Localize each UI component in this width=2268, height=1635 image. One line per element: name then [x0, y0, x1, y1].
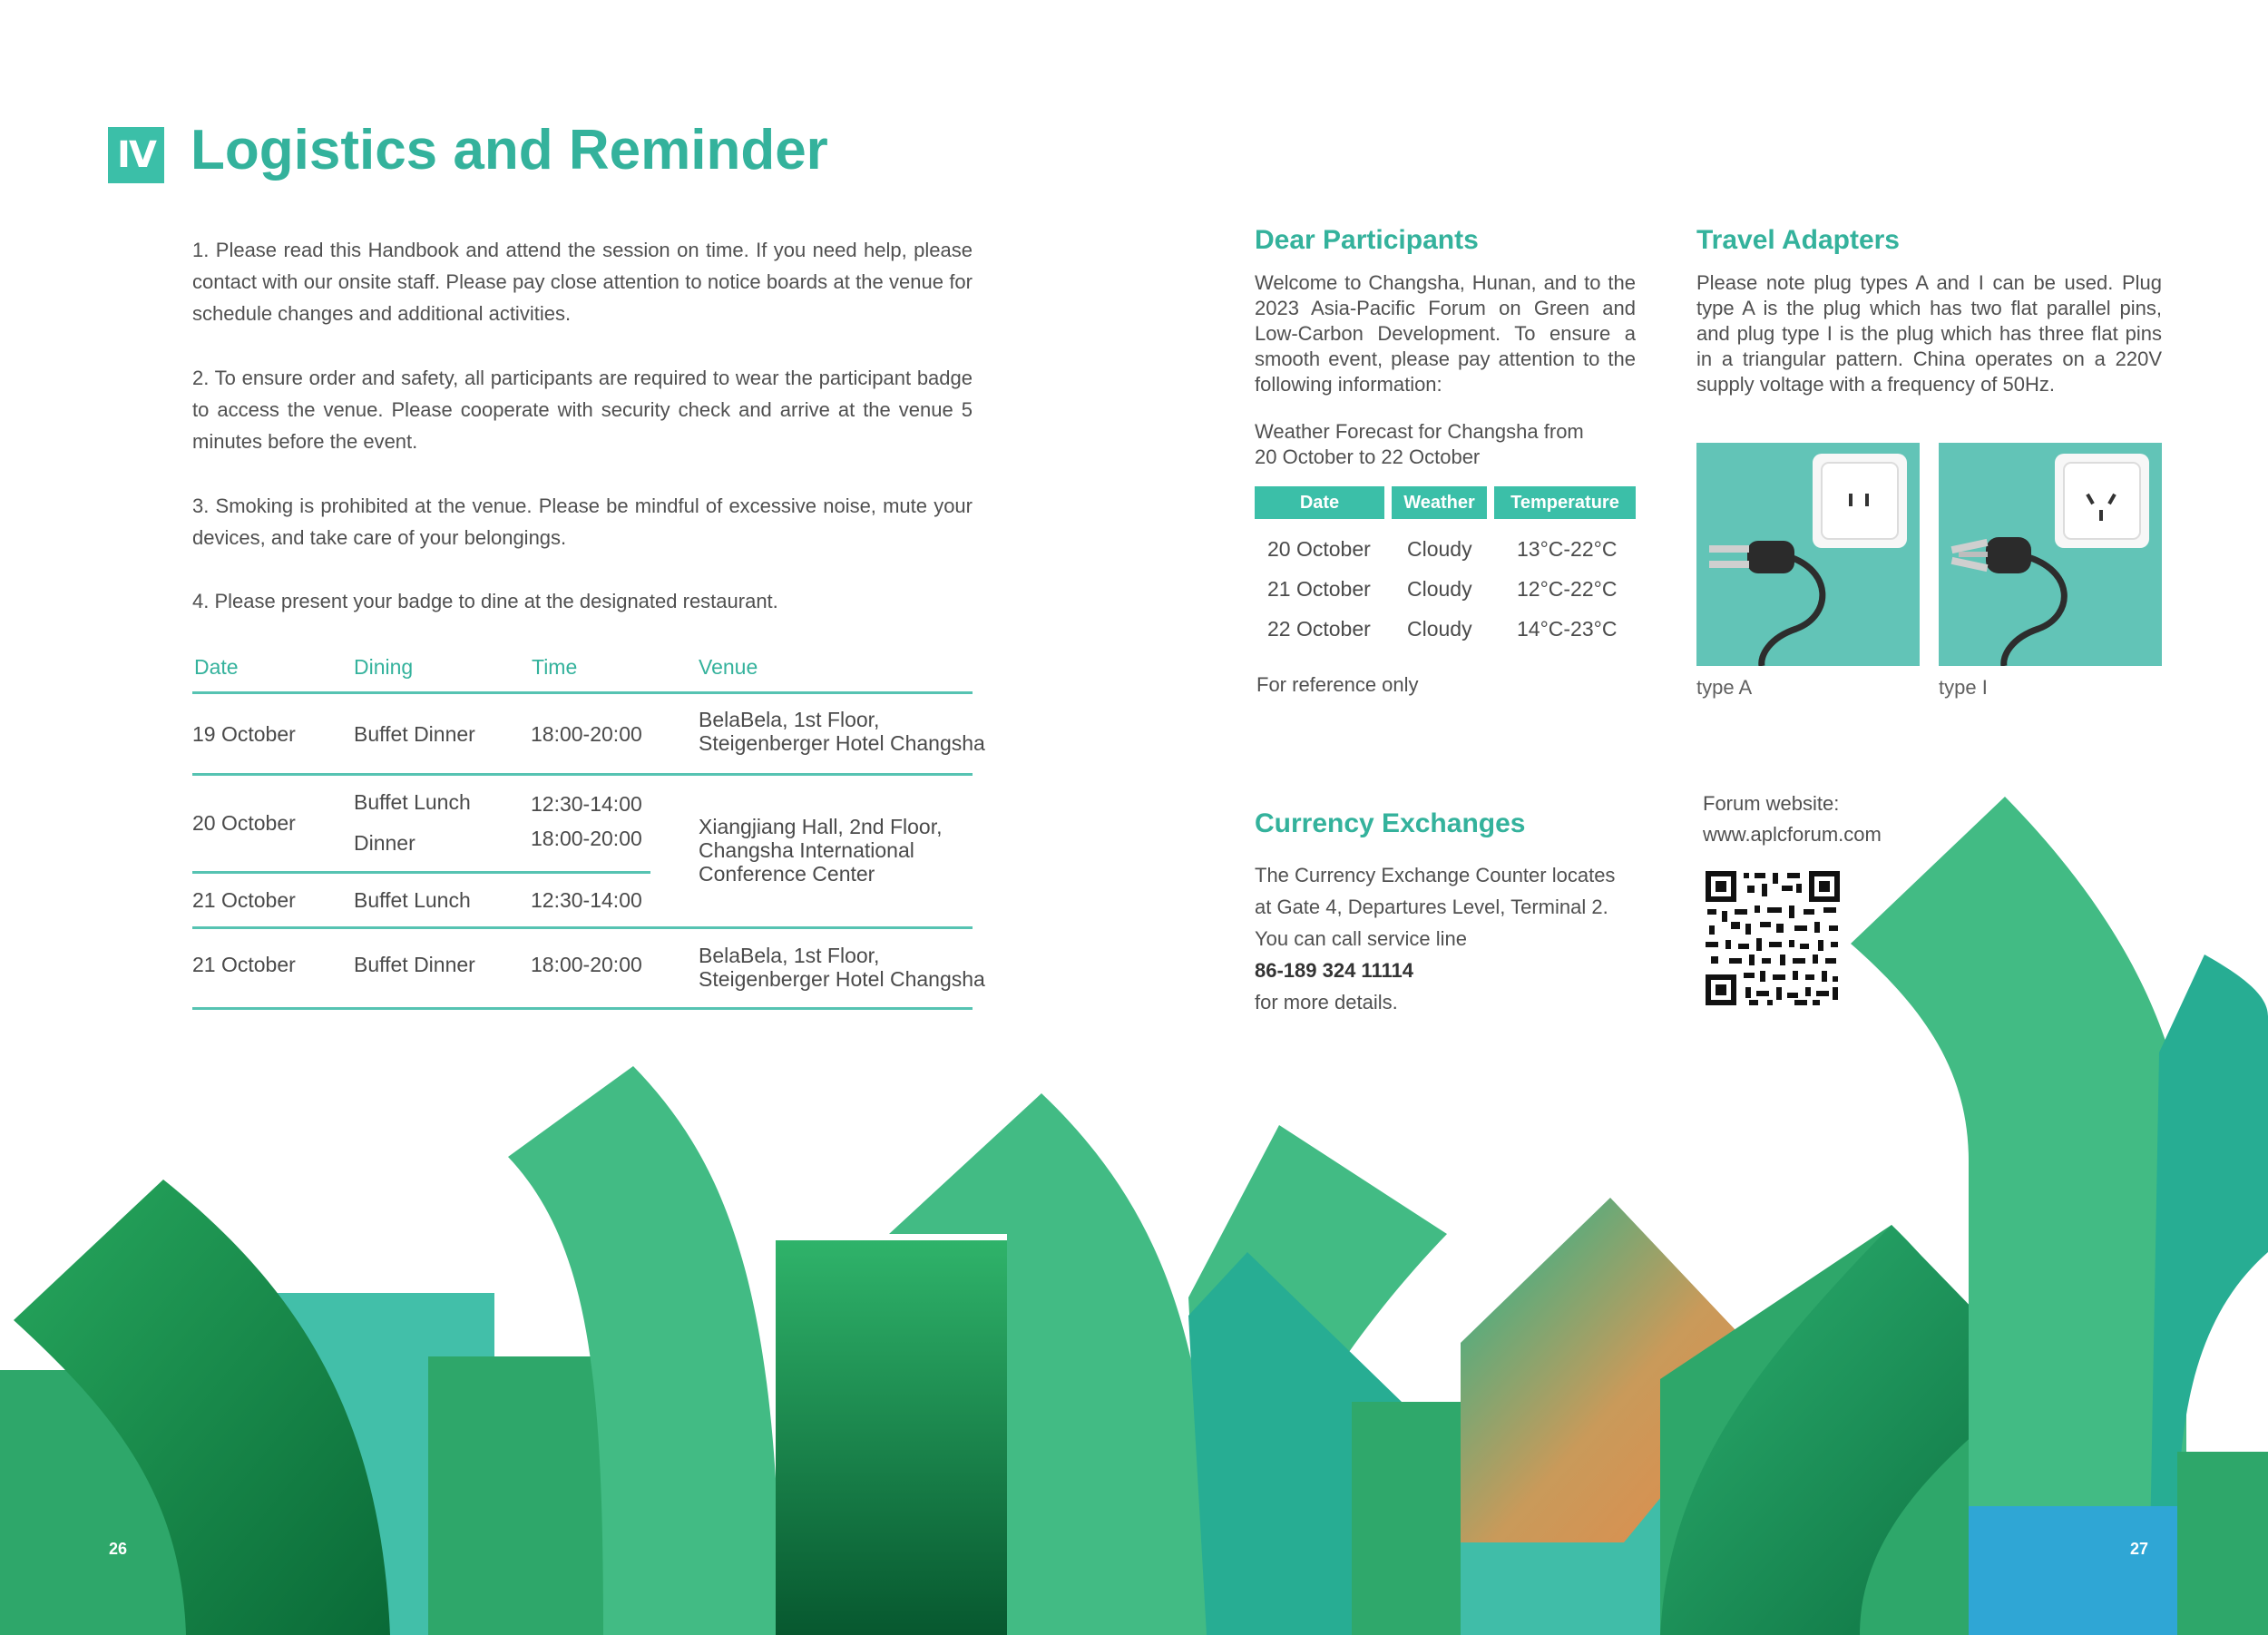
currency-line1: The Currency Exchange Counter locates — [1255, 864, 1616, 886]
weather-note: For reference only — [1256, 673, 1419, 696]
row1-venue-line2: Steigenberger Hotel Changsha — [699, 731, 985, 755]
currency-line2: at Gate 4, Departures Level, Terminal 2. — [1255, 896, 1608, 918]
qr-code[interactable] — [1704, 869, 1842, 1007]
row4-venue-line1: BelaBela, 1st Floor, — [699, 944, 880, 967]
row3-dining: Buffet Lunch — [354, 888, 471, 912]
weather-header-weather: Weather — [1392, 486, 1487, 519]
participants-body: Welcome to Changsha, Hunan, and to the 2023 Asia-Pacific Forum on Green and Low-Carbon Development. To ensure a smooth event, please pay attention to the following information: — [1255, 271, 1636, 396]
row4-date: 21 October — [192, 953, 296, 976]
weather-header-temperature: Temperature — [1494, 486, 1636, 519]
row4-dining: Buffet Dinner — [354, 953, 475, 976]
row4-time: 18:00-20:00 — [531, 953, 642, 976]
reminder-1: 1. Please read this Handbook and attend the session on time. If you need help, please contact with our onsite staff. Please pay close attention to notice boards at the venue for schedule changes and additional activities. — [192, 239, 973, 325]
weather-header-date: Date — [1255, 486, 1384, 519]
row1-time: 18:00-20:00 — [531, 722, 642, 746]
page-number-right: 27 — [2130, 1540, 2149, 1558]
dining-header-date: Date — [194, 655, 239, 679]
page-title: Logistics and Reminder — [191, 119, 828, 181]
row2-venue-line2: Changsha International — [699, 838, 914, 862]
forecast-line1: Weather Forecast for Changsha from — [1255, 420, 1584, 443]
plug-type-a-icon — [1696, 443, 1920, 666]
website-url[interactable]: www.aplcforum.com — [1703, 823, 1882, 846]
row2-venue-line3: Conference Center — [699, 862, 875, 886]
currency-phone[interactable]: 86-189 324 11114 — [1255, 959, 1413, 982]
website-label: Forum website: — [1703, 792, 1840, 815]
reminder-4: 4. Please present your badge to dine at the designated restaurant. — [192, 590, 778, 612]
adapters-body: Please note plug types A and I can be used. Plug type A is the plug which has two flat parallel pins, and plug type I is the plug which has three flat pins in a triangular pattern. China operates on a 220V supply voltage with a frequency of 50Hz. — [1696, 271, 2162, 396]
qr-code-icon — [1704, 869, 1842, 1007]
row2-date: 20 October — [192, 811, 296, 835]
weather-row3-temp: 14°C-23°C — [1517, 617, 1618, 641]
plug-type-a-image — [1696, 443, 1920, 666]
dining-header-dining: Dining — [354, 655, 414, 679]
row3-date: 21 October — [192, 888, 296, 912]
adapters-heading: Travel Adapters — [1696, 225, 1900, 255]
weather-table — [1255, 486, 1636, 641]
row2-venue-line1: Xiangjiang Hall, 2nd Floor, — [699, 815, 943, 838]
weather-row2-weather: Cloudy — [1407, 577, 1472, 601]
currency-line3: You can call service line — [1255, 927, 1467, 950]
weather-row2-temp: 12°C-22°C — [1517, 577, 1618, 601]
dining-header-venue: Venue — [699, 655, 758, 679]
row3-time: 12:30-14:00 — [531, 888, 642, 912]
page-number-left: 26 — [109, 1540, 128, 1558]
row2-dining-2: Dinner — [354, 831, 415, 855]
currency-line5: for more details. — [1255, 991, 1398, 1013]
participants-heading: Dear Participants — [1255, 225, 1479, 255]
currency-heading: Currency Exchanges — [1255, 808, 1526, 838]
weather-row3-date: 22 October — [1267, 617, 1371, 641]
plug-type-i-image — [1939, 443, 2162, 666]
weather-row1-weather: Cloudy — [1407, 537, 1472, 561]
weather-row3-weather: Cloudy — [1407, 617, 1472, 641]
section-number-badge: Ⅳ — [108, 127, 164, 183]
row2-time-2: 18:00-20:00 — [531, 827, 642, 850]
weather-row1-temp: 13°C-22°C — [1517, 537, 1618, 561]
weather-row1-date: 20 October — [1267, 537, 1371, 561]
caption-type-a: type A — [1696, 676, 1753, 699]
weather-row2-date: 21 October — [1267, 577, 1371, 601]
forecast-line2: 20 October to 22 October — [1255, 445, 1481, 468]
plug-type-i-icon — [1939, 443, 2162, 666]
dining-header-time: Time — [532, 655, 578, 679]
row2-dining-1: Buffet Lunch — [354, 790, 471, 814]
row1-venue-line1: BelaBela, 1st Floor, — [699, 708, 880, 731]
row2-time-1: 12:30-14:00 — [531, 792, 642, 816]
row1-dining: Buffet Dinner — [354, 722, 475, 746]
row4-venue-line2: Steigenberger Hotel Changsha — [699, 967, 985, 991]
reminder-2: 2. To ensure order and safety, all participants are required to wear the participant badge to access the venue. Please cooperate with security check and arrive at the venue 5 minutes before the event. — [192, 367, 973, 453]
caption-type-i: type I — [1939, 676, 1988, 699]
reminder-3: 3. Smoking is prohibited at the venue. Please be mindful of excessive noise, mute your devices, and take care of your belongings. — [192, 494, 973, 549]
row1-date: 19 October — [192, 722, 296, 746]
